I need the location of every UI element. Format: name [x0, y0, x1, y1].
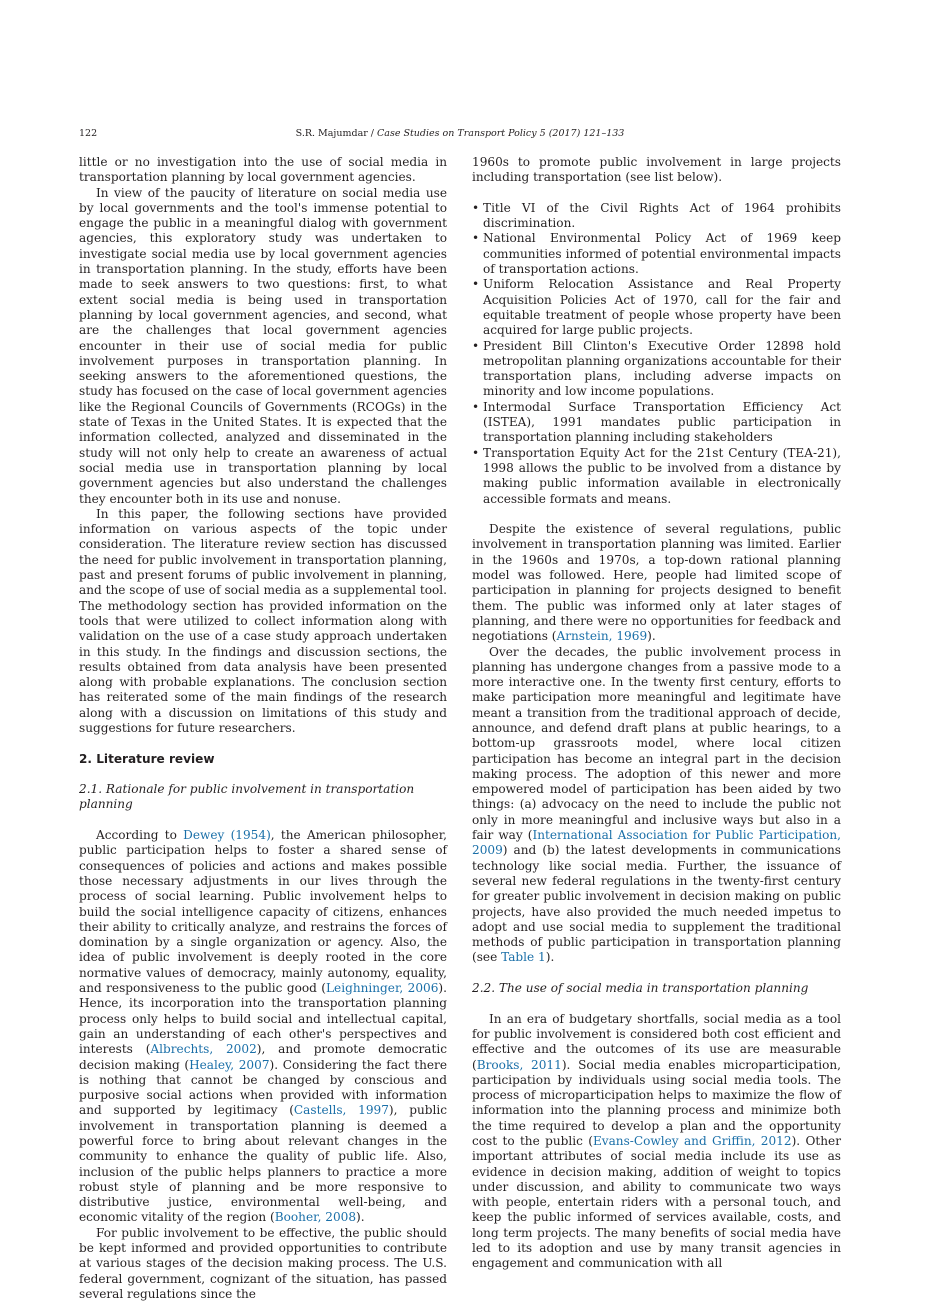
list-item-text: National Environmental Policy Act of 1969 keep communities informed of potential environmental impacts of transportation actions. — [483, 231, 841, 277]
citation-link[interactable]: Albrechts, 2002 — [150, 1042, 257, 1057]
citation-link[interactable]: Healey, 2007 — [189, 1057, 270, 1072]
journal-citation — [79, 127, 841, 141]
regulation-list — [472, 201, 841, 507]
subsection-heading: 2.2. The use of social media in transportation planning — [472, 981, 809, 996]
journal-name: Case Studies on Transport Policy 5 (2017) 121–133 — [377, 128, 625, 139]
citation-link[interactable]: International Association for Public Participation, 2009 — [472, 828, 841, 858]
citation-link[interactable]: Evans-Cowley and Griffin, 2012 — [592, 1134, 792, 1148]
running-header — [79, 127, 841, 141]
citation-link[interactable]: Booher, 2008 — [274, 1210, 357, 1225]
paragraph: In view of the paucity of literature on social media use by local governments and the tool's immense potential to engage the public in a meaningful dialog with government agencies, this exploratory study was undertaken to investigate social media use by local government agencies in transportation planning. In the study, efforts have been made to seek answers to two questions: first, to what extent social media is being used in transportation planning by local government agencies, and second, what are the challenges that local government agencies encounter in their use of social media for public involvement purposes in transportation planning. In seeking answers to the aforementioned questions, the study has focused on the case of local government agencies like the Regional Councils of Governments (RCOGs) in the state of Texas in the United States. It is expected that the information collected, analyzed and disseminated in the study will not only help to create an awareness of actual social media use in transportation planning by local government agencies but also understand the challenges they encounter both in its use and nonuse. — [79, 185, 447, 506]
list-item — [472, 446, 841, 507]
citation-link[interactable]: Brooks, 2011 — [476, 1057, 562, 1072]
citation-link[interactable]: Arnstein, 1969 — [556, 629, 648, 644]
subsection-heading: 2.1. Rationale for public involvement in transportation planning — [79, 782, 415, 812]
list-item — [472, 201, 841, 232]
bullet-icon: • — [472, 445, 480, 460]
paragraph: Over the decades, the public involvement process in planning has undergone changes from a passive mode to a more interactive one. In the twenty first century, efforts to make participation more meaningful and legitimate have meant a transition from the traditional approach of decide, announce, and defend draft plans at public hearings, to a bottom-up grassroots model, where local citizen participation has become an integral part in the decision making process. The adoption of this newer and more empowered model of participation has been aided by two things: (a) advocacy on the need to include the public not only in more meaningful and inclusive ways but also in a fair way (International Association for Public Participation, 2009) and (b) the latest developments in communications technology like social media. Further, the issuance of several new federal regulations in the twenty-first century for greater public involvement in decision making on public projects, have also provided the much needed impetus to adopt and use social media to supplement the traditional methods of public participation in transportation planning (see Table 1). — [472, 644, 841, 965]
list-item — [472, 400, 841, 446]
left-column — [79, 155, 447, 1302]
paragraph: According to Dewey (1954), the American philosopher, public participation helps to foster a shared sense of consequences of policies and actions and makes possible those necessary adjustments in our lives through the process of social learning. Public involvement helps to build the social intelligence capacity of citizens, enhances their ability to critically analyze, and restrains the forces of domination by a single organization or agency. Also, the idea of public involvement is deeply rooted in the core normative values of democracy, mainly autonomy, equality, and responsiveness to the public good (Leighninger, 2006). Hence, its incorporation into the transportation planning process only helps to build social and intellectual capital, gain an understanding of each other's perspectives and interests (Albrechts, 2002), and promote democratic decision making (Healey, 2007). Considering the fact there is nothing that cannot be changed by conscious and purposive social actions when provided with information and supported by legitimacy (Castells, 1997), public involvement in transportation planning is deemed a powerful force to bring about relevant changes in the community to enhance the quality of public life. Also, inclusion of the public helps planners to practice a more robust style of planning and be more responsive to distributive justice, environmental well-being, and economic vitality of the region (Booher, 2008). — [79, 828, 447, 1225]
citation-link[interactable]: Dewey (1954) — [183, 828, 271, 843]
list-item-text: Transportation Equity Act for the 21st Century (TEA-21), 1998 allows the public to be involved from a distance by making public information available in electronically accessible formats and means. — [483, 445, 841, 506]
citation-link[interactable]: Castells, 1997 — [293, 1103, 389, 1118]
list-item — [472, 231, 841, 277]
list-item — [472, 339, 841, 400]
journal-authors: S.R. Majumdar / — [295, 128, 378, 139]
bullet-icon: • — [472, 277, 480, 292]
list-item — [472, 277, 841, 338]
paragraph: In this paper, the following sections have provided information on various aspects of the topic under consideration. The literature review section has discussed the need for public involvement in transportation planning, past and present forums of public involvement in planning, and the scope of use of social media as a supplemental tool. The methodology section has provided information on the tools that were utilized to collect information along with validation on the use of a case study approach undertaken in this study. In the findings and discussion sections, the results obtained from data analysis have been presented along with probable explanations. The conclusion section has reiterated some of the main findings of the research along with a discussion on limitations of this study and suggestions for future researchers. — [79, 506, 447, 735]
citation-link[interactable]: Leighninger, 2006 — [326, 981, 439, 996]
section-heading: 2. Literature review — [79, 751, 215, 766]
page-number: 122 — [79, 128, 98, 139]
list-item-text: Uniform Relocation Assistance and Real Property Acquisition Policies Act of 1970, call for the fair and equitable treatment of people whose property have been acquired for large public projects. — [483, 277, 841, 338]
paragraph: Despite the existence of several regulations, public involvement in transportation planning was limited. Earlier in the 1960s and 1970s, a top-down rational planning model was followed. Here, people had limited scope of participation in planning for projects designed to benefit them. The public was informed only at later stages of planning, and there were no opportunities for feedback and negotiations (Arnstein, 1969). — [472, 522, 841, 644]
citation-link[interactable]: Table 1 — [501, 950, 546, 965]
right-column — [472, 155, 841, 1272]
list-item-text: Intermodal Surface Transportation Efficiency Act (ISTEA), 1991 mandates public participation in transportation planning including stakeholders — [483, 399, 841, 445]
list-item-text: President Bill Clinton's Executive Order 12898 hold metropolitan planning organizations accountable for their transportation plans, including adverse impacts on minority and low income populations. — [483, 338, 841, 399]
paragraph: For public involvement to be effective, the public should be kept informed and provided opportunities to contribute at various stages of the decision making process. The U.S. federal government, cognizant of the situation, has passed several regulations since the — [79, 1225, 447, 1301]
paragraph: In an era of budgetary shortfalls, social media as a tool for public involvement is considered both cost efficient and effective and the outcomes of its use are measurable (Brooks, 2011). Social media enables microparticipation, participation by individuals using social media tools. The process of microparticipation helps to maximize the flow of information into the planning process and minimize both the time required to develop a plan and the opportunity cost to the public (Evans-Cowley and Griffin, 2012). Other important attributes of social media include its use as evidence in decision making, addition of weight to topics under discussion, and ability to communicate two ways with people, entertain riders with a personal touch, and keep the public informed of services available, costs, and long term projects. The many benefits of social media have led to its adoption and use by many transit agencies in engagement and communication with all — [472, 1011, 841, 1271]
bullet-icon: • — [472, 399, 480, 414]
bullet-icon: • — [472, 231, 480, 246]
paragraph: little or no investigation into the use of social media in transportation planning by local government agencies. — [79, 155, 447, 185]
paragraph: 1960s to promote public involvement in large projects including transportation (see list below). — [472, 155, 841, 185]
bullet-icon: • — [472, 200, 480, 215]
list-item-text: Title VI of the Civil Rights Act of 1964 prohibits discrimination. — [483, 200, 841, 231]
bullet-icon: • — [472, 338, 480, 353]
